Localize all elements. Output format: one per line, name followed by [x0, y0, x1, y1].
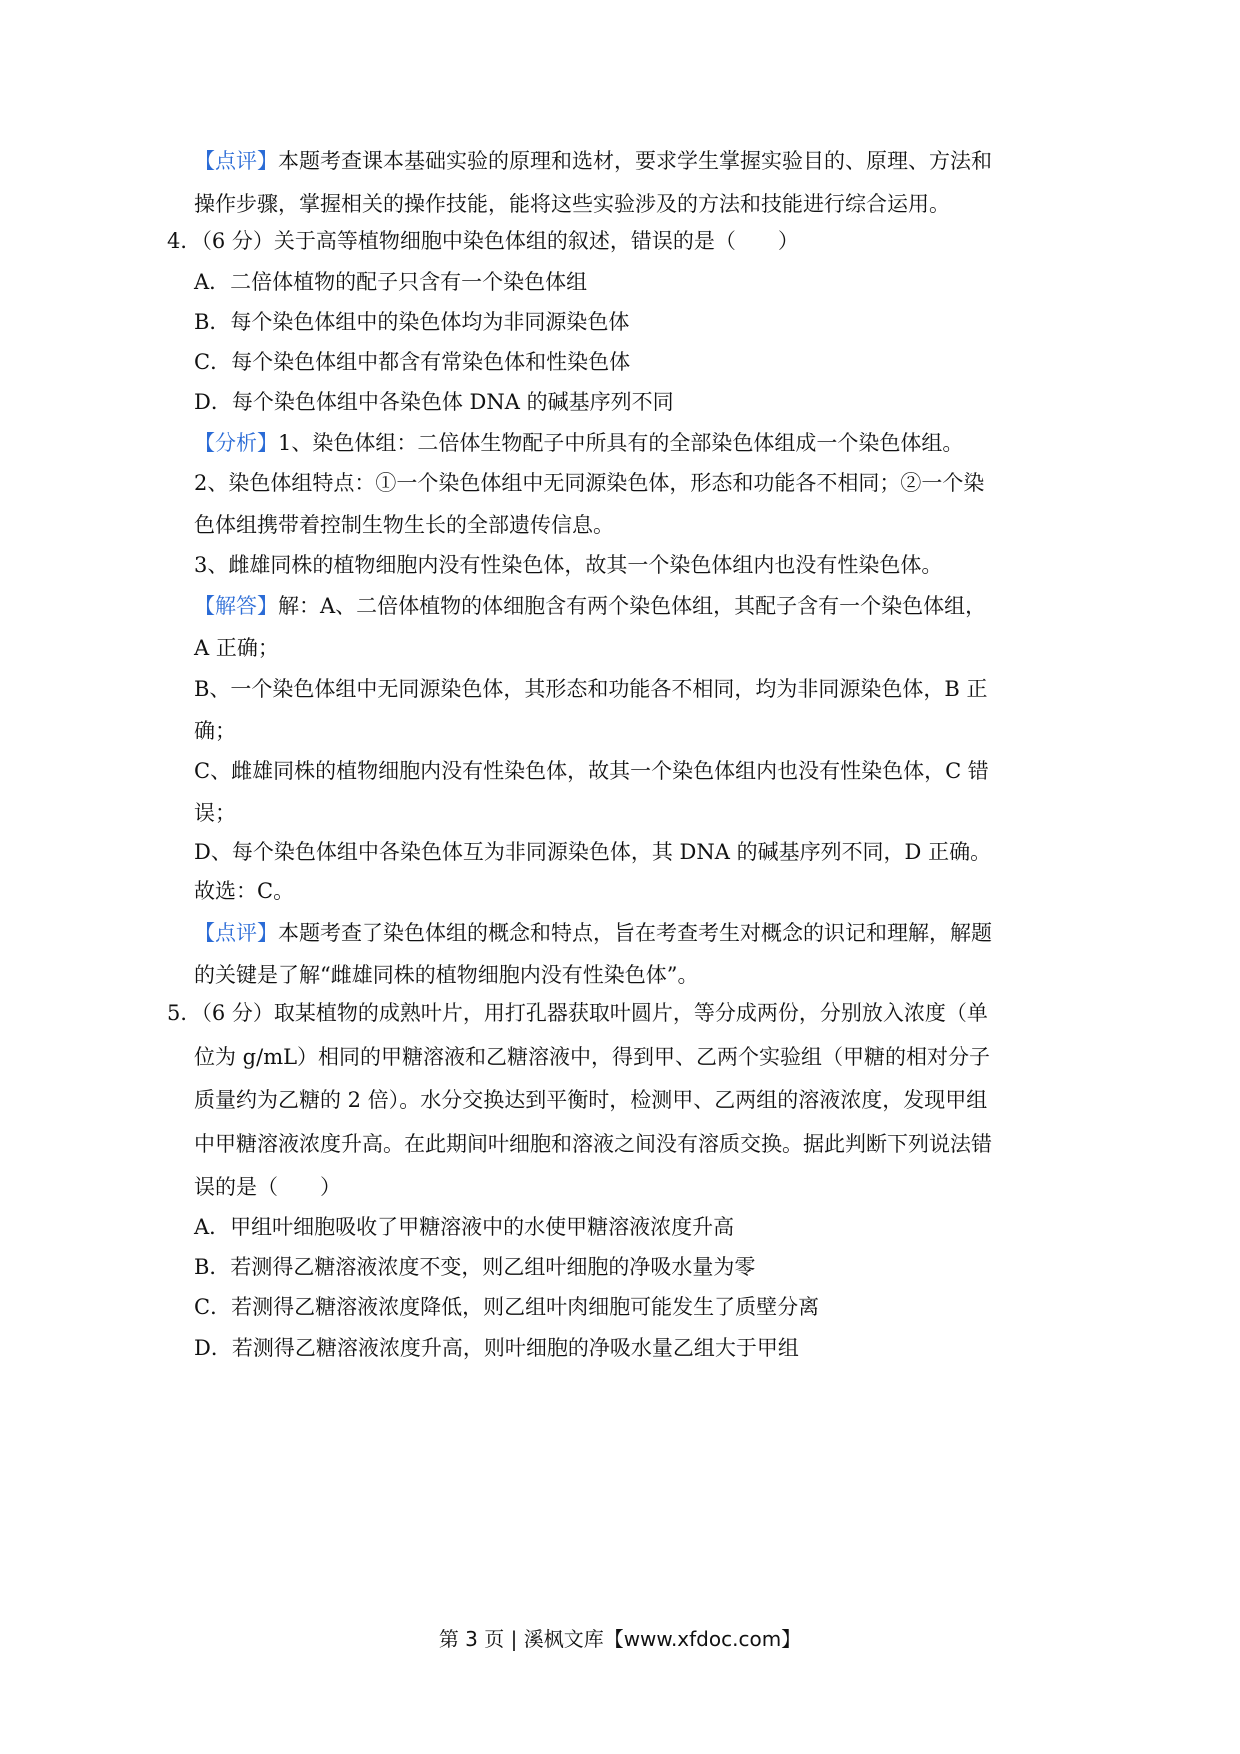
- q4-option-b: B．每个染色体组中的染色体均为非同源染色体: [194, 310, 630, 334]
- answer-line: 确；: [194, 719, 236, 743]
- question-5-stem: 误的是（ ）: [194, 1175, 341, 1199]
- analysis-line: 色体组携带着控制生物生长的全部遗传信息。: [194, 513, 614, 537]
- question-5-stem: 质量约为乙糖的 2 倍）。水分交换达到平衡时，检测甲、乙两组的溶液浓度，发现甲组: [194, 1088, 988, 1112]
- q4-option-c: C．每个染色体组中都含有常染色体和性染色体: [194, 350, 631, 374]
- analysis-line: 2、染色体组特点：①一个染色体组中无同源染色体，形态和功能各不相同；②一个染: [194, 471, 985, 495]
- q5-option-a: A．甲组叶细胞吸收了甲糖溶液中的水使甲糖溶液浓度升高: [194, 1215, 735, 1239]
- review-line: [194, 918, 992, 948]
- review-line: [194, 146, 992, 176]
- q4-option-d: D．每个染色体组中各染色体 DNA 的碱基序列不同: [194, 390, 674, 414]
- question-5-stem: 位为 g/mL）相同的甲糖溶液和乙糖溶液中，得到甲、乙两个实验组（甲糖的相对分子: [194, 1045, 991, 1069]
- page-footer: 第 3 页 | 溪枫文库【www.xfdoc.com】: [438, 1627, 802, 1651]
- answer-line: [194, 591, 986, 621]
- answer-line: 误；: [194, 801, 236, 825]
- q4-option-a: A．二倍体植物的配子只含有一个染色体组: [194, 270, 588, 294]
- answer-line: A 正确；: [194, 636, 279, 660]
- answer-tag: 【解答】: [194, 594, 278, 618]
- analysis-line: 3、雌雄同株的植物细胞内没有性染色体，故其一个染色体组内也没有性染色体。: [194, 553, 943, 577]
- review-text: 本题考查了染色体组的概念和特点，旨在考查考生对概念的识记和理解，解题: [278, 921, 992, 945]
- answer-line: B、一个染色体组中无同源染色体，其形态和功能各不相同，均为非同源染色体，B 正: [194, 677, 988, 701]
- question-5-stem: 5．（6 分）取某植物的成熟叶片，用打孔器获取叶圆片，等分成两份，分别放入浓度（单: [167, 1001, 988, 1025]
- q5-option-c: C．若测得乙糖溶液浓度降低，则乙组叶肉细胞可能发生了质壁分离: [194, 1295, 820, 1319]
- q5-option-d: D．若测得乙糖溶液浓度升高，则叶细胞的净吸水量乙组大于甲组: [194, 1336, 799, 1360]
- answer-line: 故选：C。: [194, 879, 295, 903]
- review-line: 操作步骤，掌握相关的操作技能，能将这些实验涉及的方法和技能进行综合运用。: [194, 192, 950, 216]
- answer-line: C、雌雄同株的植物细胞内没有性染色体，故其一个染色体组内也没有性染色体，C 错: [194, 759, 989, 783]
- answer-text: 解：A、二倍体植物的体细胞含有两个染色体组，其配子含有一个染色体组，: [278, 594, 987, 618]
- review-tag: 【点评】: [194, 921, 278, 945]
- analysis-text: 1、染色体组：二倍体生物配子中所具有的全部染色体组成一个染色体组。: [278, 431, 964, 455]
- analysis-tag: 【分析】: [194, 431, 278, 455]
- analysis-line: [194, 428, 963, 458]
- q5-option-b: B．若测得乙糖溶液浓度不变，则乙组叶细胞的净吸水量为零: [194, 1255, 756, 1279]
- question-5-stem: 中甲糖溶液浓度升高。在此期间叶细胞和溶液之间没有溶质交换。据此判断下列说法错: [194, 1132, 992, 1156]
- review-tag: 【点评】: [194, 149, 278, 173]
- question-4-stem: 4．（6 分）关于高等植物细胞中染色体组的叙述，错误的是（ ）: [167, 229, 799, 253]
- answer-line: D、每个染色体组中各染色体互为非同源染色体，其 DNA 的碱基序列不同，D 正确。: [194, 840, 992, 864]
- review-text: 本题考查课本基础实验的原理和选材，要求学生掌握实验目的、原理、方法和: [278, 149, 992, 173]
- review-line: 的关键是了解“雌雄同株的植物细胞内没有性染色体”。: [194, 963, 699, 987]
